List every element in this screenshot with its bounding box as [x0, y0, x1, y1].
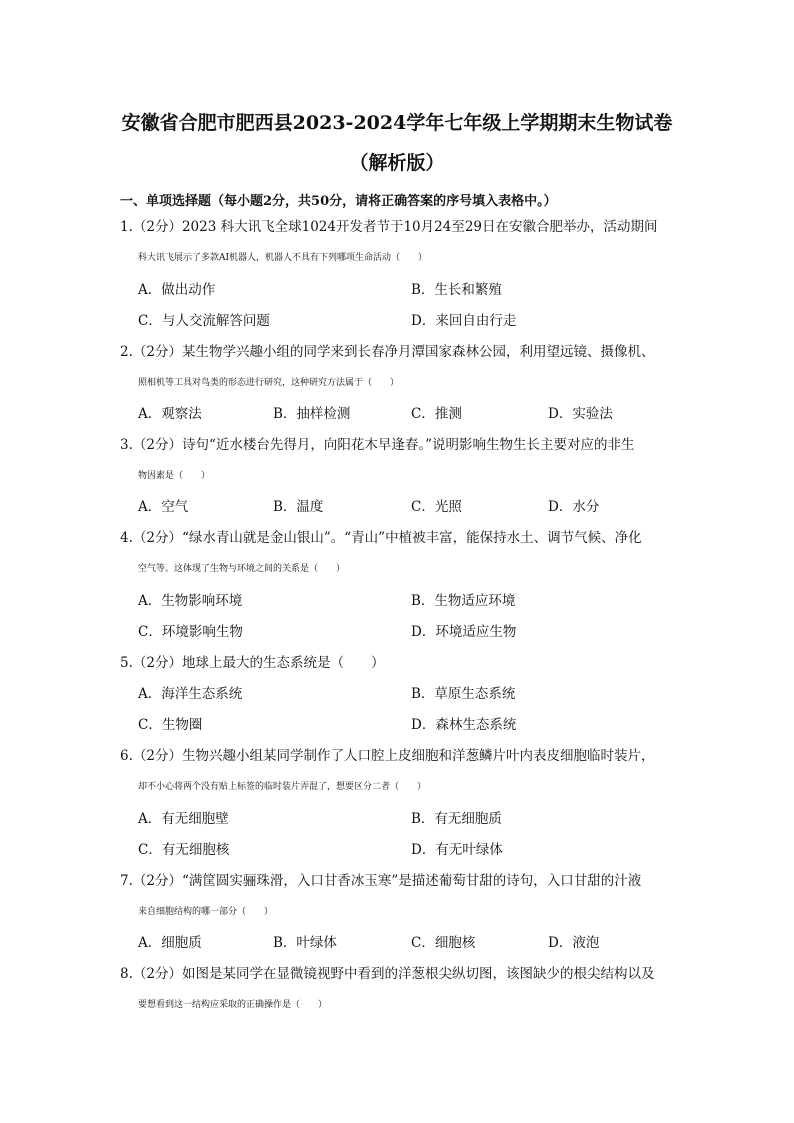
page-title: 安徽省合肥市肥西县2023-2024学年七年级上学期期末生物试卷 — [121, 112, 673, 134]
question-5-option-b: B．草原生态系统 — [411, 686, 516, 702]
question-5-option-d: D．森林生态系统 — [411, 717, 517, 733]
question-3-line-1: 3.（2分）诗句“近水楼台先得月，向阳花木早逢春。”说明影响生物生长主要对应的非生 — [120, 437, 635, 453]
question-6-option-d: D．有无叶绿体 — [411, 842, 503, 858]
question-5-option-c: C．生物圈 — [138, 717, 203, 733]
question-8-line-2: 要想看到这一结构应采取的正确操作是（ ） — [138, 1000, 328, 1010]
question-3-option-d: D．水分 — [548, 499, 600, 515]
question-2-option-b: B．抽样检测 — [273, 406, 351, 422]
question-2-option-c: C．推测 — [411, 406, 462, 422]
question-6-option-a: A．有无细胞壁 — [138, 811, 229, 827]
question-1-option-a: A．做出动作 — [138, 282, 216, 298]
question-4-option-b: B．生物适应环境 — [411, 593, 516, 609]
question-5-line-1: 5.（2分）地球上最大的生态系统是（ ） — [120, 655, 385, 671]
question-6-line-2: 却不小心将两个没有贴上标签的临时装片弄混了，想要区分二者（ ） — [138, 782, 427, 792]
question-1-line-2: 科大讯飞展示了多款AI机器人，机器人不具有下列哪项生命活动（ ） — [138, 253, 428, 263]
question-1-option-b: B．生长和繁殖 — [411, 282, 502, 298]
question-6-option-b: B．有无细胞质 — [411, 811, 502, 827]
question-7-option-d: D．液泡 — [548, 935, 600, 951]
question-1-option-c: C．与人交流解答问题 — [138, 313, 270, 329]
question-6-line-1: 6.（2分）生物兴趣小组某同学制作了人口腔上皮细胞和洋葱鳞片叶内表皮细胞临时装片， — [120, 748, 655, 764]
question-8-line-1: 8.（2分）如图是某同学在显微镜视野中看到的洋葱根尖纵切图，该图缺少的根尖结构以及 — [120, 966, 655, 982]
question-7-option-b: B．叶绿体 — [273, 935, 337, 951]
question-5-option-a: A．海洋生态系统 — [138, 686, 243, 702]
question-3-option-b: B．温度 — [273, 499, 324, 515]
page-subtitle: （解析版） — [349, 152, 445, 174]
question-2-line-2: 照相机等工具对鸟类的形态进行研究，这种研究方法属于（ ） — [138, 378, 400, 388]
question-2-option-d: D．实验法 — [548, 406, 613, 422]
section-heading: 一、单项选择题（每小题2分，共50分，请将正确答案的序号填入表格中。） — [120, 194, 557, 209]
question-7-option-a: A．细胞质 — [138, 935, 202, 951]
question-7-option-c: C．细胞核 — [411, 935, 476, 951]
question-6-option-c: C．有无细胞核 — [138, 842, 230, 858]
question-3-option-a: A．空气 — [138, 499, 189, 515]
question-4-line-2: 空气等。这体现了生物与环境之间的关系是（ ） — [138, 564, 346, 574]
question-7-line-1: 7.（2分）“满筐圆实骊珠滑，入口甘香冰玉寒”是描述葡萄甘甜的诗句，入口甘甜的汁液 — [120, 873, 642, 889]
question-4-option-a: A．生物影响环境 — [138, 593, 243, 609]
question-1-line-1: 1.（2分）2023 科大讯飞全球1024开发者节于10月24至29日在安徽合肥举办，活动期间 — [120, 219, 658, 235]
question-3-option-c: C．光照 — [411, 499, 462, 515]
question-4-option-c: C．环境影响生物 — [138, 624, 243, 640]
question-3-line-2: 物因素是（ ） — [138, 471, 211, 481]
question-7-line-2: 来自细胞结构的哪一部分（ ） — [138, 907, 274, 917]
question-4-option-d: D．环境适应生物 — [411, 624, 517, 640]
question-4-line-1: 4.（2分）“绿水青山就是金山银山”。“青山”中植被丰富，能保持水土、调节气候、净化 — [120, 530, 642, 546]
question-2-line-1: 2.（2分）某生物学兴趣小组的同学来到长春净月潭国家森林公园，利用望远镜、摄像机、 — [120, 344, 655, 360]
question-1-option-d: D．来回自由行走 — [411, 313, 517, 329]
question-2-option-a: A．观察法 — [138, 406, 202, 422]
